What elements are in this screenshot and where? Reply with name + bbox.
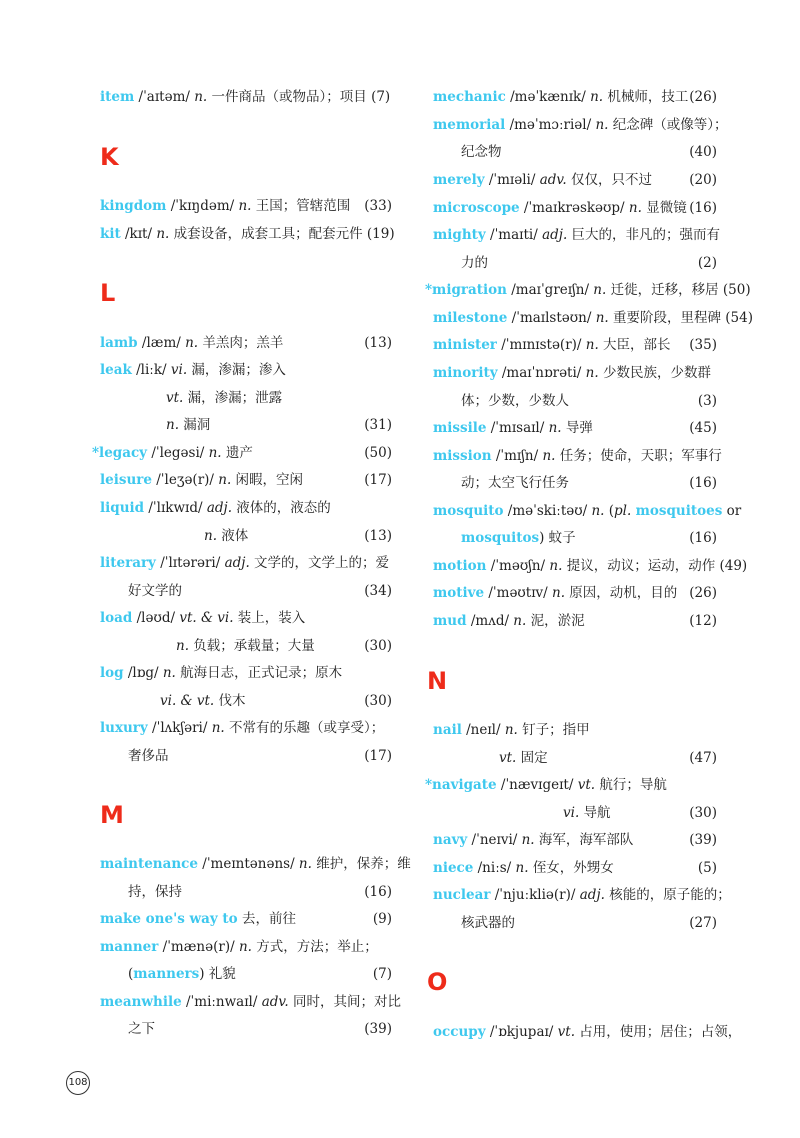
phonetic: /ˈmaɪkrəskəʊp/ xyxy=(519,200,629,216)
headword: *legacy xyxy=(92,445,148,461)
phonetic: /ˈlɪtərəri/ xyxy=(155,555,225,571)
page-ref: (47) xyxy=(689,750,717,766)
headword: motive xyxy=(433,585,485,601)
phonetic: /neɪl/ xyxy=(461,722,505,738)
phonetic: /ˈlegəsi/ xyxy=(147,445,209,461)
headword: mosquitoes xyxy=(635,503,723,519)
part-of-speech: adj. xyxy=(206,500,232,516)
part-of-speech: adv. xyxy=(539,172,567,188)
definition: 占用，使用；居住；占领， xyxy=(575,1024,742,1040)
part-of-speech: n. xyxy=(162,665,176,681)
definition: 纪念物 xyxy=(461,144,502,160)
definition: 漏，渗漏；泄露 xyxy=(183,390,283,406)
part-of-speech: adj. xyxy=(542,227,568,243)
entry-legacy xyxy=(92,441,392,465)
part-of-speech: adv. xyxy=(261,994,289,1010)
page-ref: (20) xyxy=(689,172,717,188)
part-of-speech: adj. xyxy=(579,887,605,903)
part-of-speech: n. xyxy=(185,335,199,351)
entry-manner-cont xyxy=(100,962,392,986)
part-of-speech: n. xyxy=(595,310,609,326)
phonetic: /lɒg/ xyxy=(123,665,163,681)
entry-maintenance-cont xyxy=(100,880,392,904)
page-ref: (16) xyxy=(689,530,717,546)
phonetic: /ˈnævɪgeɪt/ xyxy=(496,777,578,793)
definition: 成套设备，成套工具；配套元件 (19) xyxy=(169,226,395,242)
part-of-speech: n. xyxy=(593,282,607,298)
headword: minister xyxy=(433,337,497,353)
entry-kingdom xyxy=(100,194,392,218)
headword: motion xyxy=(433,558,487,574)
definition: 核能的，原子能的； xyxy=(604,887,731,903)
page-ref: (13) xyxy=(364,335,392,351)
entry-load-sense-2 xyxy=(100,634,392,658)
definition: 机械师，技工 xyxy=(603,89,689,105)
part-of-speech: n. xyxy=(156,226,170,242)
entry-meanwhile xyxy=(100,990,402,1014)
definition: 大臣，部长 xyxy=(598,337,671,353)
part-of-speech: n. xyxy=(176,638,189,654)
entry-leak xyxy=(100,358,392,382)
part-of-speech: n. xyxy=(298,856,312,872)
part-of-speech: n. xyxy=(595,117,609,133)
definition: 固定 xyxy=(516,750,548,766)
headword: mosquito xyxy=(433,503,504,519)
part-of-speech: n. xyxy=(194,89,208,105)
page-ref: (9) xyxy=(372,911,392,927)
part-of-speech: n. xyxy=(590,89,604,105)
definition: 侄女，外甥女 xyxy=(528,860,614,876)
definition: 液体 xyxy=(217,528,249,544)
phonetic: /məˈkænɪk/ xyxy=(505,89,591,105)
phonetic: /ˈmiːnwaɪl/ xyxy=(181,994,262,1010)
phonetic: /kɪt/ xyxy=(120,226,157,242)
entry-item xyxy=(100,85,392,109)
page-ref: (2) xyxy=(697,255,717,271)
headword: mud xyxy=(433,613,467,629)
part-of-speech: n. xyxy=(542,448,556,464)
page-ref: (16) xyxy=(689,200,717,216)
headword: merely xyxy=(433,172,485,188)
definition: 钉子；指甲 xyxy=(517,722,590,738)
headword: meanwhile xyxy=(100,994,182,1010)
plural-abbrev: pl. xyxy=(614,503,632,519)
definition: 泥，淤泥 xyxy=(526,613,585,629)
definition: 不常有的乐趣（或享受）； xyxy=(224,720,385,736)
part-of-speech: adj. xyxy=(224,555,250,571)
definition: 动；太空飞行任务 xyxy=(461,475,569,491)
headword: manner xyxy=(100,939,159,955)
headword: nuclear xyxy=(433,887,491,903)
definition: 一件商品（或物品）；项目 (7) xyxy=(207,89,391,105)
part-of-speech: vt. xyxy=(557,1024,575,1040)
definition: 维护，保养；维 xyxy=(311,856,411,872)
definition: 奢侈品 xyxy=(128,748,169,764)
headword: *navigate xyxy=(425,777,497,793)
part-of-speech: n. xyxy=(515,860,529,876)
headword: mosquitos xyxy=(461,530,540,546)
headword: manners xyxy=(133,966,200,982)
definition: 迁徙，迁移，移居 (50) xyxy=(606,282,751,298)
definition: 力的 xyxy=(461,255,488,271)
entry-log xyxy=(100,661,392,685)
definition: 闲暇，空闲 xyxy=(231,472,304,488)
definition: 遗产 xyxy=(221,445,253,461)
definition: 漏，渗漏；渗入 xyxy=(187,362,286,378)
headword: leak xyxy=(100,362,132,378)
definition: or xyxy=(722,503,742,519)
phonetic: /mʌd/ xyxy=(466,613,514,629)
phonetic: /məˈmɔːriəl/ xyxy=(505,117,596,133)
headword: kit xyxy=(100,226,121,242)
headword: mission xyxy=(433,448,492,464)
page-ref: (45) xyxy=(689,420,717,436)
page-ref: (30) xyxy=(364,693,392,709)
entry-motion xyxy=(425,554,748,578)
page-ref: (27) xyxy=(689,915,717,931)
part-of-speech: n. xyxy=(204,528,217,544)
entry-nuclear-cont xyxy=(425,911,717,935)
definition: 液体的，液态的 xyxy=(232,500,331,516)
definition: 海军，海军部队 xyxy=(534,832,634,848)
phonetic: /ˈməʊtɪv/ xyxy=(484,585,553,601)
part-of-speech: n. xyxy=(628,200,642,216)
headword: microscope xyxy=(433,200,520,216)
headword: leisure xyxy=(100,472,152,488)
part-of-speech: n. xyxy=(548,420,562,436)
entry-load xyxy=(100,606,392,630)
definition: 显微镜 xyxy=(641,200,687,216)
headword: milestone xyxy=(433,310,508,326)
headword: missile xyxy=(433,420,487,436)
phonetic: /ˈmaɪlstəʊn/ xyxy=(507,310,596,326)
phonetic: /ˈmɪsaɪl/ xyxy=(486,420,549,436)
phonetic: /ˈnjuːkliə(r)/ xyxy=(490,887,580,903)
entry-mosquito-cont xyxy=(425,526,717,550)
entry-literary xyxy=(100,551,392,575)
entry-log-sense-2 xyxy=(100,689,392,713)
phonetic: /ˈmænə(r)/ xyxy=(158,939,239,955)
phonetic: /maɪˈgreɪʃn/ xyxy=(506,282,594,298)
page-ref: (33) xyxy=(364,198,392,214)
phonetic: /maɪˈnɒrəti/ xyxy=(497,365,586,381)
page-ref: (39) xyxy=(364,1021,392,1037)
entry-literary-cont xyxy=(100,579,392,603)
part-of-speech: n. xyxy=(591,503,605,519)
headword: *migration xyxy=(425,282,507,298)
entry-luxury xyxy=(100,716,392,740)
entry-meanwhile-cont xyxy=(100,1017,392,1041)
section-heading-k: K xyxy=(100,143,119,171)
phonetic: /liːk/ xyxy=(131,362,171,378)
headword: niece xyxy=(433,860,474,876)
entry-maintenance xyxy=(100,852,411,876)
definition: ( xyxy=(604,503,615,519)
entry-mechanic xyxy=(425,85,717,109)
headword: lamb xyxy=(100,335,138,351)
part-of-speech: n. xyxy=(208,445,222,461)
page-ref: (34) xyxy=(364,583,392,599)
phonetic: /ləʊd/ xyxy=(132,610,180,626)
definition: 去，前往 xyxy=(237,911,296,927)
part-of-speech: vi. xyxy=(170,362,188,378)
section-heading-l: L xyxy=(100,279,116,307)
page-ref: (26) xyxy=(689,89,717,105)
page-ref: (39) xyxy=(689,832,717,848)
part-of-speech: vt. xyxy=(166,390,184,406)
entry-minority xyxy=(425,361,717,385)
phonetic: /ˈlʌkʃəri/ xyxy=(147,720,212,736)
definition: 同时，其间；对比 xyxy=(288,994,402,1010)
part-of-speech: n. xyxy=(585,365,599,381)
definition: ) 蚊子 xyxy=(539,530,576,546)
definition: 负载；承载量；大量 xyxy=(189,638,315,654)
page-ref: (12) xyxy=(689,613,717,629)
definition: 巨大的，非凡的；强而有 xyxy=(567,227,721,243)
definition: 仅仅，只不过 xyxy=(566,172,653,188)
entry-nail-sense-2 xyxy=(425,746,717,770)
phonetic: /ˈməʊʃn/ xyxy=(486,558,550,574)
entry-occupy xyxy=(425,1020,742,1044)
part-of-speech: n. xyxy=(552,585,566,601)
definition: 原因，动机，目的 xyxy=(565,585,678,601)
entry-navy xyxy=(425,828,717,852)
page-ref: (30) xyxy=(364,638,392,654)
entry-microscope xyxy=(425,196,717,220)
definition: 航行；导航 xyxy=(595,777,667,793)
headword: maintenance xyxy=(100,856,198,872)
part-of-speech: n. xyxy=(166,417,179,433)
page-ref: (40) xyxy=(689,144,717,160)
entry-mud xyxy=(425,609,717,633)
part-of-speech: n. xyxy=(211,720,225,736)
entry-nail xyxy=(425,718,717,742)
entry-mission xyxy=(425,444,722,468)
definition: 羊羔肉；羔羊 xyxy=(198,335,284,351)
entry-leisure xyxy=(100,468,392,492)
definition: 导弹 xyxy=(561,420,593,436)
page-ref: (30) xyxy=(689,805,717,821)
phonetic: /ˈleʒə(r)/ xyxy=(151,472,219,488)
part-of-speech: vi. xyxy=(563,805,580,821)
page-number: 108 xyxy=(66,1071,90,1095)
definition: ( xyxy=(128,966,134,982)
entry-minister xyxy=(425,333,717,357)
page-ref: (31) xyxy=(364,417,392,433)
headword: memorial xyxy=(433,117,506,133)
entry-niece xyxy=(425,856,717,880)
part-of-speech: vt. & vi. xyxy=(179,610,234,626)
headword: nail xyxy=(433,722,462,738)
phonetic: /ˈmɪʃn/ xyxy=(491,448,543,464)
part-of-speech: n. xyxy=(521,832,535,848)
page-ref: (16) xyxy=(364,884,392,900)
phonetic: /ˈlɪkwɪd/ xyxy=(144,500,207,516)
entry-mighty xyxy=(425,223,721,247)
headword: item xyxy=(100,89,135,105)
entry-mission-cont xyxy=(425,471,717,495)
entry-minority-cont xyxy=(425,389,717,413)
phonetic: /ˈkɪŋdəm/ xyxy=(166,198,239,214)
phonetic: /ˈaɪtəm/ xyxy=(134,89,195,105)
phonetic: /məˈskiːtəʊ/ xyxy=(503,503,592,519)
part-of-speech: n. xyxy=(238,198,252,214)
entry-migration xyxy=(425,278,751,302)
page-ref: (7) xyxy=(372,966,392,982)
definition: 导航 xyxy=(579,805,611,821)
definition: 漏洞 xyxy=(179,417,211,433)
part-of-speech: n. xyxy=(238,939,252,955)
entry-make-ones-way-to xyxy=(100,907,392,931)
part-of-speech: n. xyxy=(504,722,518,738)
part-of-speech: n. xyxy=(549,558,563,574)
entry-mighty-cont xyxy=(425,251,717,275)
headword: occupy xyxy=(433,1024,486,1040)
page-ref: (50) xyxy=(364,445,392,461)
phonetic: /læm/ xyxy=(137,335,186,351)
entry-luxury-cont xyxy=(100,744,392,768)
definition: 伐木 xyxy=(214,693,246,709)
part-of-speech: vt. xyxy=(577,777,596,793)
entry-merely xyxy=(425,168,717,192)
headword: liquid xyxy=(100,500,145,516)
page-ref: (3) xyxy=(697,393,717,409)
definition: 体；少数，少数人 xyxy=(461,393,569,409)
headword: literary xyxy=(100,555,156,571)
part-of-speech: n. xyxy=(585,337,599,353)
definition: 文学的，文学上的；爱 xyxy=(249,555,390,571)
definition: 之下 xyxy=(128,1021,155,1037)
entry-liquid-sense-2 xyxy=(100,524,392,548)
page-ref: (5) xyxy=(697,860,717,876)
headword: mechanic xyxy=(433,89,506,105)
definition: 方式，方法；举止； xyxy=(251,939,378,955)
phonetic: /ˈneɪvi/ xyxy=(467,832,522,848)
page-ref: (13) xyxy=(364,528,392,544)
definition: 少数民族，少数群 xyxy=(598,365,711,381)
part-of-speech: n. xyxy=(218,472,232,488)
phonetic: /niːs/ xyxy=(473,860,516,876)
entry-memorial-cont xyxy=(425,140,717,164)
part-of-speech: n. xyxy=(513,613,527,629)
entry-mosquito xyxy=(425,499,742,523)
definition: 好文学的 xyxy=(128,583,182,599)
entry-kit xyxy=(100,222,395,246)
definition: 王国；管辖范围 xyxy=(251,198,351,214)
entry-milestone xyxy=(425,306,753,330)
definition: 核武器的 xyxy=(461,915,515,931)
headword: make one's way to xyxy=(100,911,238,927)
part-of-speech: vi. & vt. xyxy=(160,693,215,709)
definition: 装上，装入 xyxy=(233,610,306,626)
entry-memorial xyxy=(425,113,728,137)
headword: log xyxy=(100,665,124,681)
phonetic: /ˈmaɪti/ xyxy=(485,227,543,243)
definition: 航海日志，正式记录；原木 xyxy=(175,665,343,681)
part-of-speech: vt. xyxy=(499,750,517,766)
section-heading-m: M xyxy=(100,801,124,829)
headword: load xyxy=(100,610,133,626)
entry-manner xyxy=(100,935,392,959)
section-heading-o: O xyxy=(427,968,448,996)
headword: minority xyxy=(433,365,498,381)
definition: 任务；使命，天职；军事行 xyxy=(555,448,722,464)
entry-navigate-sense-2 xyxy=(425,801,717,825)
entry-leak-sense-3 xyxy=(100,413,392,437)
entry-missile xyxy=(425,416,717,440)
page-ref: (17) xyxy=(364,748,392,764)
definition: 重要阶段，里程碑 (54) xyxy=(608,310,753,326)
headword: luxury xyxy=(100,720,148,736)
entry-liquid xyxy=(100,496,392,520)
entry-nuclear xyxy=(425,883,731,907)
headword: kingdom xyxy=(100,198,167,214)
page-ref: (26) xyxy=(689,585,717,601)
page-ref: (17) xyxy=(364,472,392,488)
page-ref: (16) xyxy=(689,475,717,491)
entry-leak-sense-2 xyxy=(100,386,392,410)
entry-lamb xyxy=(100,331,392,355)
entry-navigate xyxy=(425,773,717,797)
phonetic: /ˈmɪnɪstə(r)/ xyxy=(496,337,586,353)
definition: 纪念碑（或像等）； xyxy=(608,117,728,133)
headword: mighty xyxy=(433,227,486,243)
phonetic: /ˈmeɪntənəns/ xyxy=(198,856,299,872)
section-heading-n: N xyxy=(427,667,448,695)
definition: ) 礼貌 xyxy=(199,966,236,982)
entry-motive xyxy=(425,581,717,605)
phonetic: /ˈmɪəli/ xyxy=(484,172,540,188)
page-ref: (35) xyxy=(689,337,717,353)
definition: 持，保持 xyxy=(128,884,182,900)
definition: 提议，动议；运动，动作 (49) xyxy=(562,558,748,574)
phonetic: /ˈɒkjupaɪ/ xyxy=(485,1024,558,1040)
headword: navy xyxy=(433,832,468,848)
